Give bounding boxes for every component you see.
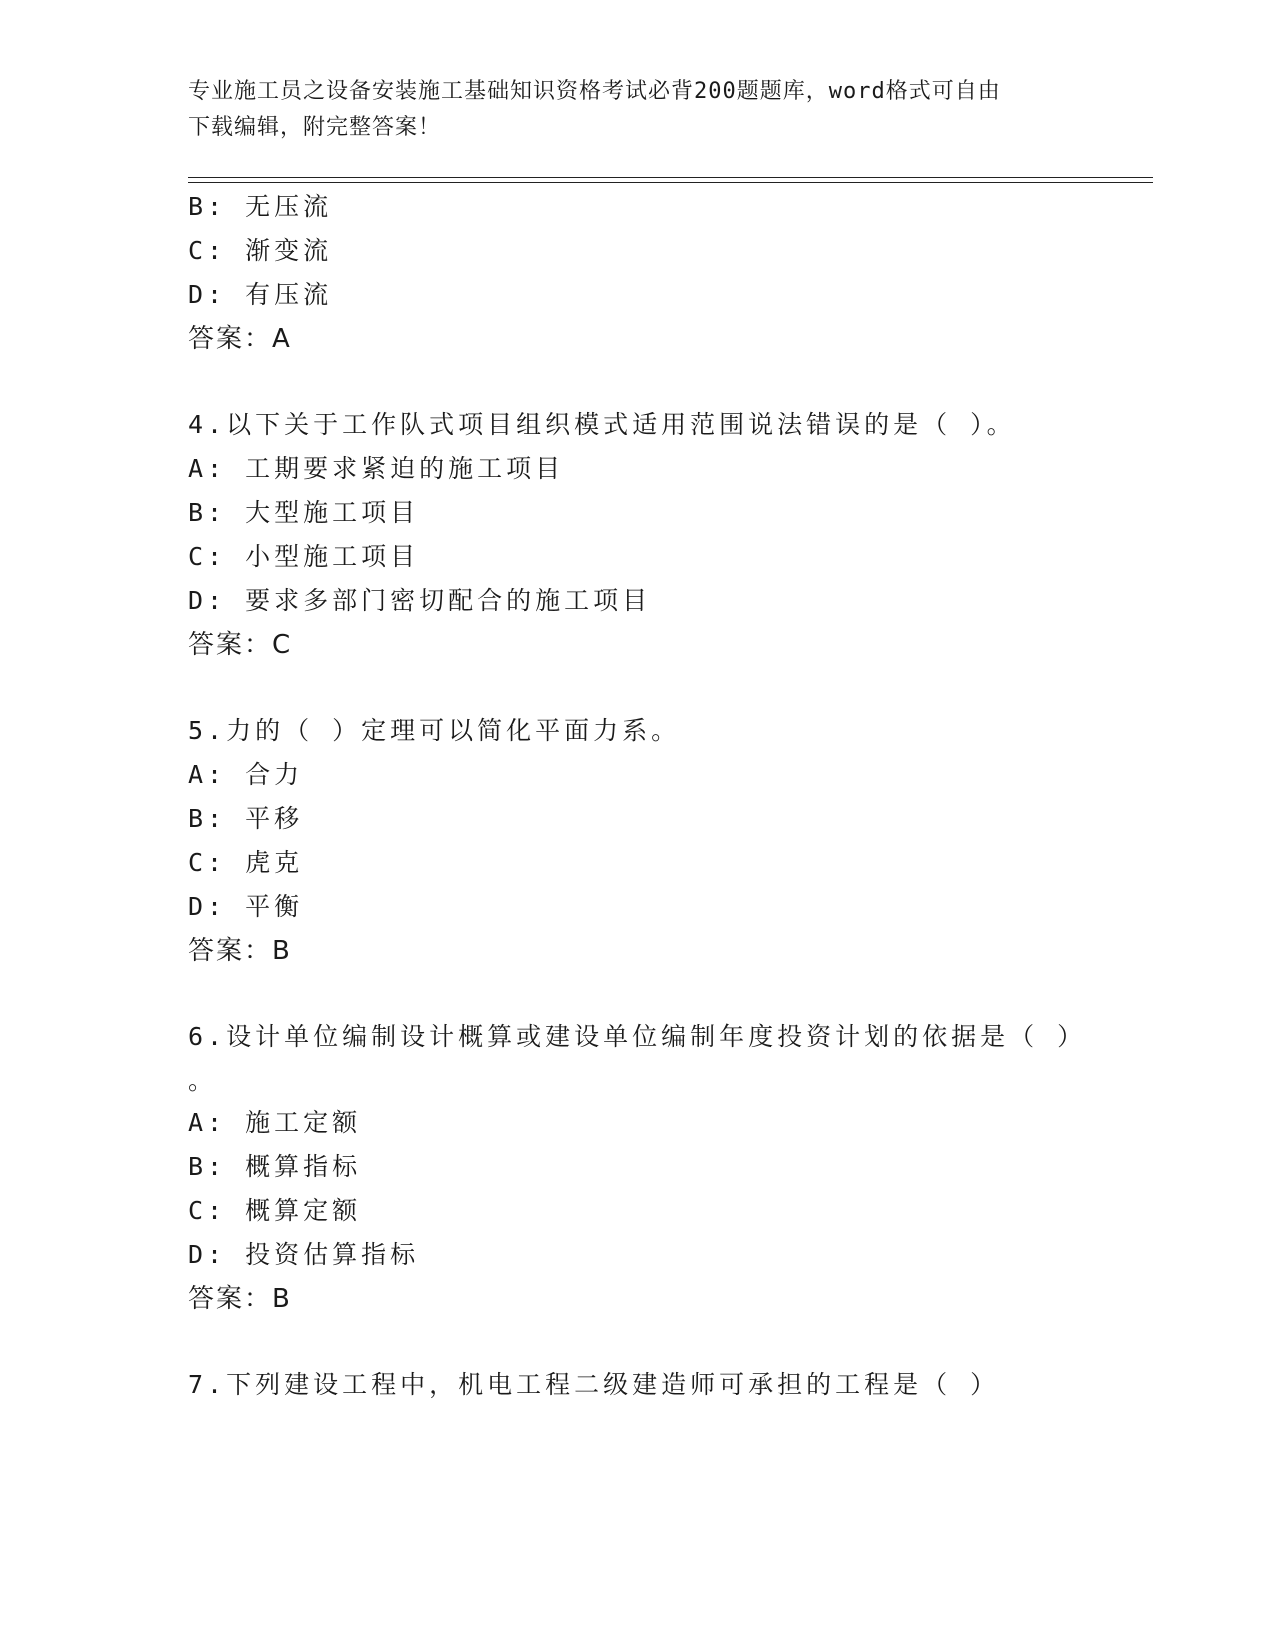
q3-option-b: B: 无压流 — [188, 192, 333, 221]
q5-option-d: D: 平衡 — [188, 892, 304, 921]
q5-option-a: A: 合力 — [188, 760, 304, 789]
q5-stem: 5.力的（ ）定理可以简化平面力系。 — [188, 716, 681, 745]
q4-option-a: A: 工期要求紧迫的施工项目 — [188, 454, 565, 483]
q6-option-d: D: 投资估算指标 — [188, 1240, 420, 1269]
q4-stem: 4.以下关于工作队式项目组织模式适用范围说法错误的是（ ）。 — [188, 410, 1016, 439]
q4-answer: 答案：C — [188, 630, 293, 660]
q6-answer: 答案：B — [188, 1284, 292, 1314]
q6-option-c: C: 概算定额 — [188, 1196, 362, 1225]
q4-option-c: C: 小型施工项目 — [188, 542, 420, 571]
q6-option-a: A: 施工定额 — [188, 1108, 362, 1137]
q3-option-c: C: 渐变流 — [188, 236, 333, 265]
q7-stem: 7.下列建设工程中，机电工程二级建造师可承担的工程是（ ） — [188, 1370, 1000, 1399]
header-line-1: 专业施工员之设备安装施工基础知识资格考试必背200题题库，word格式可自由 — [188, 79, 1001, 104]
q5-option-b: B: 平移 — [188, 804, 304, 833]
q4-option-d: D: 要求多部门密切配合的施工项目 — [188, 586, 652, 615]
header-rule-bottom — [188, 182, 1153, 183]
q3-answer: 答案：A — [188, 324, 292, 354]
q6-option-b: B: 概算指标 — [188, 1152, 362, 1181]
q5-option-c: C: 虎克 — [188, 848, 304, 877]
document-header — [188, 74, 1068, 146]
q4-option-b: B: 大型施工项目 — [188, 498, 420, 527]
q6-stem-line-2: 。 — [188, 1066, 218, 1095]
header-line-2: 下载编辑，附完整答案！ — [188, 115, 442, 140]
header-rule-top — [188, 177, 1153, 178]
q6-stem-line-1: 6.设计单位编制设计概算或建设单位编制年度投资计划的依据是（ ） — [188, 1022, 1087, 1051]
q5-answer: 答案：B — [188, 936, 292, 966]
q3-option-d: D: 有压流 — [188, 280, 333, 309]
